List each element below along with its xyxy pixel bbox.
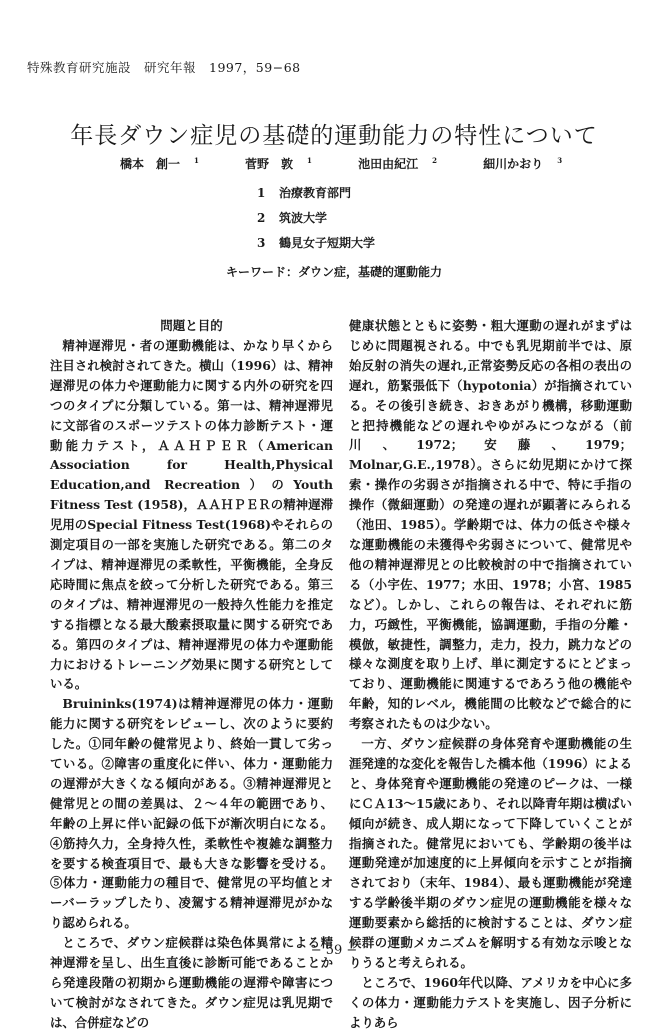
paper-title: 年長ダウン症児の基礎的運動能力の特性について xyxy=(70,123,598,150)
journal-header: 特殊教育研究施設 研究年報 1997，59−68 xyxy=(27,60,301,75)
right-column xyxy=(349,316,632,1033)
section-heading: 問題と目的 xyxy=(160,318,223,333)
author-list xyxy=(0,155,668,172)
affiliation: 2 筑波大学 xyxy=(257,211,328,225)
paragraph: 精神遅滞児・者の運動機能は、かなり早くから注目され検討されてきた。横山（1996）は、精神遅滞児の体力や運動能力に関する内外の研究を四つのタイプに分類している。第一は、精神遅滞児に文部省のスポーツテストの体力診断テスト・運動能力テスト，ＡＡＨＰＥＲ（American Association for Health,Physical Education,and Recreation）のYouth Fitness Test (1958)，ＡＡＨＰＥＲの精神遅滞児用のSpecial Fitness Test(1968)やそれらの測定項目の一部を実施した研究である。第二のタイプは、精神遅滞児の柔軟性，平衡機能，全身反応時間に焦点を絞って分析した研究である。第三のタイプは、精神遅滞児の一般持久性能力を推定する指標となる最大酸素摂取量に関する研究である。第四のタイプは、精神遅滞児の体力や運動能力におけるトレーニング効果に関する研究としている。 xyxy=(50,338,333,692)
paragraph: 一方、ダウン症候群の身体発育や運動機能の生涯発達的な変化を報告した橋本他（1996）によると、身体発育や運動機能の発達のピークは、一様にＣＡ13〜15歳にあり、それ以降青年期は横ばい傾向が続き、成人期になって下降していくことが指摘された。健常児においても、学齢期の後半は運動発達が加速度的に上昇傾向を示すことが指摘されており（末年、1984）、最も運動機能が発達する学齢後半期のダウン症児の運動機能を様々な運動要素から総括的に検討することは、ダウン症候群の運動メカニズムを解明する有効な示唆となりうると考えられる。 xyxy=(349,736,632,970)
affiliation-list xyxy=(257,184,375,259)
author: 橋本 創一 $^1$ xyxy=(119,156,199,171)
keywords: キーワード：ダウン症，基礎的運動能力 xyxy=(225,265,442,279)
paragraph: Bruininks(1974)は精神遅滞児の体力・運動能力に関する研究をレビューし、次のように要約した。①同年齢の健常児より、終始一貫して劣っている。②障害の重度化に伴い、体力・運動能力の遅滞が大きくなる傾向がある。③精神遅滞児と健常児との間の差異は、２〜４年の範囲であり、年齢の上昇に伴い記録の低下が漸次明白になる。④筋持久力，全身持久性，柔軟性や複雑な調整力を要する検査項目で、最も大きな影響を受ける。⑤体力・運動能力の種目で、健常児の平均値とオーバーラップしたり、凌駕する精神遅滞児がかなり認められる。 xyxy=(50,696,333,931)
paragraph: ところで、ダウン症候群は染色体異常による精神遅滞を呈し、出生直後に診断可能であることから発達段階の初期から運動機能の遅滞や障害について検討がなされてきた。ダウン症児は乳児期では、合併症などの xyxy=(50,935,333,1030)
affiliation: 3 鶴見女子短期大学 xyxy=(257,236,376,250)
paragraph: 健康状態とともに姿勢・粗大運動の遅れがまずはじめに問題視される。中でも乳児期前半では、原始反射の消失の遅れ,正常姿勢反応の各相の表出の遅れ，筋緊張低下（hypotonia）が指摘されている。その後引き続き、おきあがり機構，移動運動と把持機能などの遅れやゆがみにつながる（前川、1972；安藤、1979；Molnar,G.E.,1978）。さらに幼児期にかけて探索・操作の劣弱さが指摘される中で、特に手指の操作（微細運動）の発達の遅れが顕著にみられる（池田、1985）。学齢期では、体力の低さや様々な運動機能の未獲得や劣弱さについて、健常児や他の精神遅滞児との比較検討の中で指摘されている（小宇佐、1977；水田、1978；小宮、1985など）。しかし、これらの報告は、それぞれに筋力，巧緻性，平衡機能，協調運動，手指の分離・模倣，敏捷性，調整力，走力，投力，跳力などの様々な測度を取り上げ、単に測定するにとどまっており、運動機能に関連するであろう他の機能や年齢，知的レベル，機能間の比較などで総合的に考察されたものは少ない。 xyxy=(349,318,632,732)
paragraph: ところで、1960年代以降、アメリカを中心に多くの体力・運動能力テストを実施し、因子分析によりあら xyxy=(349,974,632,1030)
affiliation: 1 治療教育部門 xyxy=(257,186,352,200)
author: 細川かおり $^3$ xyxy=(483,156,563,171)
left-column xyxy=(50,316,333,1033)
page-number: − 59 − xyxy=(310,943,358,958)
author: 菅野 敦 $^1$ xyxy=(245,156,312,171)
author: 池田由紀江 $^2$ xyxy=(358,156,437,171)
